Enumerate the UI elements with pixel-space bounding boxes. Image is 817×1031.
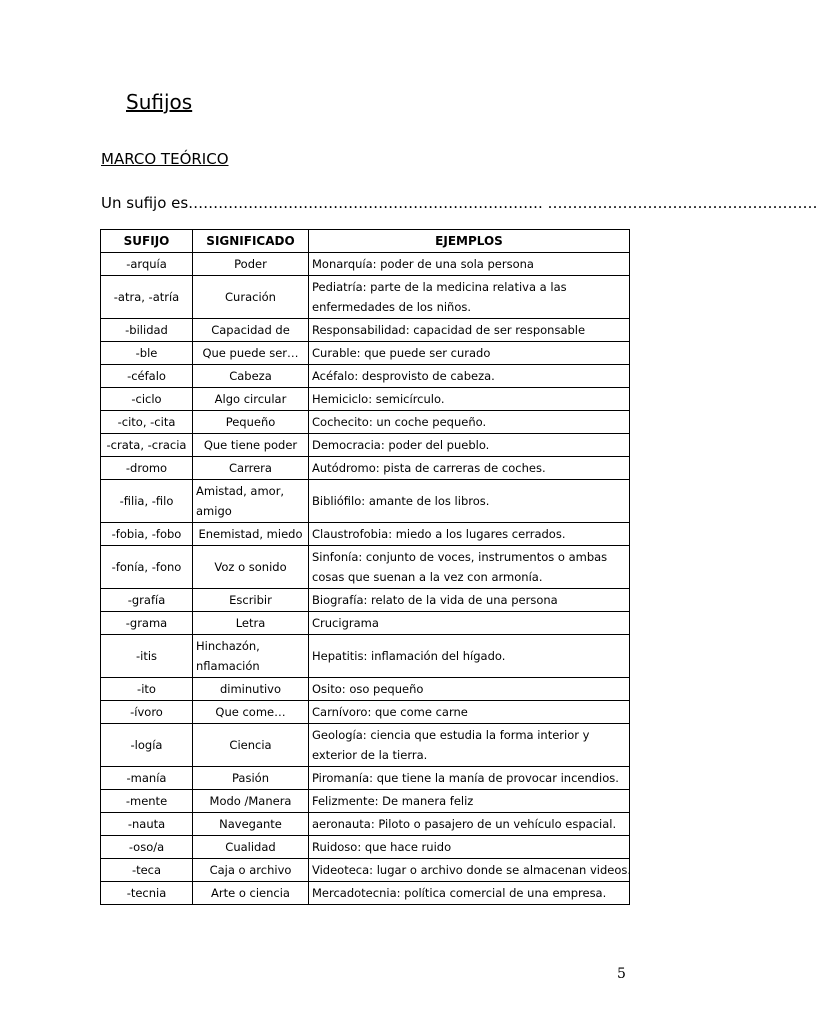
meaning-cell: Pasión (193, 767, 309, 790)
example-cell: Videoteca: lugar o archivo donde se almacenan videos. (309, 859, 630, 882)
meaning-cell: Navegante (193, 813, 309, 836)
meaning-cell: Carrera (193, 457, 309, 480)
table-row (101, 388, 630, 411)
suffix-cell: -tecnia (101, 882, 193, 905)
meaning-cell: Arte o ciencia (193, 882, 309, 905)
suffix-cell: -fonía, -fono (101, 546, 193, 589)
table-row (101, 523, 630, 546)
meaning-cell: Cualidad (193, 836, 309, 859)
example-cell: Monarquía: poder de una sola persona (309, 253, 630, 276)
example-cell: Osito: oso pequeño (309, 678, 630, 701)
suffix-cell: -ble (101, 342, 193, 365)
table-row (101, 276, 630, 319)
table-row (101, 678, 630, 701)
meaning-cell: Voz o sonido (193, 546, 309, 589)
example-cell: Bibliófilo: amante de los libros. (309, 480, 630, 523)
definition-line: Un sufijo es…………………………………………………………….. ……………………………………………… (101, 194, 817, 212)
meaning-cell: diminutivo (193, 678, 309, 701)
example-cell: Geología: ciencia que estudia la forma interior y exterior de la tierra. (309, 724, 630, 767)
table-row (101, 790, 630, 813)
example-cell: Curable: que puede ser curado (309, 342, 630, 365)
meaning-cell: Modo /Manera (193, 790, 309, 813)
meaning-cell: Escribir (193, 589, 309, 612)
meaning-cell: Que come… (193, 701, 309, 724)
table-row (101, 411, 630, 434)
table-row (101, 342, 630, 365)
page-title: Sufijos (126, 90, 193, 114)
example-cell: Sinfonía: conjunto de voces, instrumentos o ambas cosas que suenan a la vez con armonía. (309, 546, 630, 589)
table-row (101, 859, 630, 882)
suffix-cell: -crata, -cracia (101, 434, 193, 457)
suffix-cell: -atra, -atría (101, 276, 193, 319)
table-row (101, 546, 630, 589)
table-row (101, 612, 630, 635)
table-row (101, 434, 630, 457)
meaning-cell: Curación (193, 276, 309, 319)
suffix-cell: -ciclo (101, 388, 193, 411)
table-row (101, 882, 630, 905)
meaning-cell: Capacidad de (193, 319, 309, 342)
suffix-cell: -filia, -filo (101, 480, 193, 523)
meaning-cell: Pequeño (193, 411, 309, 434)
example-cell: Crucigrama (309, 612, 630, 635)
example-cell: Piromanía: que tiene la manía de provocar incendios. (309, 767, 630, 790)
example-cell: Hepatitis: inflamación del hígado. (309, 635, 630, 678)
example-cell: Responsabilidad: capacidad de ser responsable (309, 319, 630, 342)
example-cell: Acéfalo: desprovisto de cabeza. (309, 365, 630, 388)
table-row (101, 457, 630, 480)
example-cell: Biografía: relato de la vida de una persona (309, 589, 630, 612)
example-cell: Autódromo: pista de carreras de coches. (309, 457, 630, 480)
page-number: 5 (617, 966, 626, 982)
suffix-cell: -teca (101, 859, 193, 882)
header-ejemplos: EJEMPLOS (309, 230, 630, 253)
table-header-row (101, 230, 630, 253)
suffix-cell: -manía (101, 767, 193, 790)
table-row (101, 253, 630, 276)
example-cell: Ruidoso: que hace ruido (309, 836, 630, 859)
table-row (101, 836, 630, 859)
table-row (101, 813, 630, 836)
suffix-cell: -céfalo (101, 365, 193, 388)
meaning-cell: Que puede ser… (193, 342, 309, 365)
table-row (101, 635, 630, 678)
suffix-table (100, 229, 630, 905)
suffix-cell: -cito, -cita (101, 411, 193, 434)
table-row (101, 701, 630, 724)
table-row (101, 767, 630, 790)
suffix-cell: -bilidad (101, 319, 193, 342)
suffix-cell: -grama (101, 612, 193, 635)
meaning-cell: Cabeza (193, 365, 309, 388)
suffix-cell: -oso/a (101, 836, 193, 859)
example-cell: Claustrofobia: miedo a los lugares cerrados. (309, 523, 630, 546)
example-cell: Mercadotecnia: política comercial de una empresa. (309, 882, 630, 905)
suffix-cell: -ito (101, 678, 193, 701)
suffix-cell: -arquía (101, 253, 193, 276)
example-cell: Pediatría: parte de la medicina relativa a las enfermedades de los niños. (309, 276, 630, 319)
meaning-cell: Ciencia (193, 724, 309, 767)
meaning-cell: Amistad, amor, amigo (193, 480, 309, 523)
suffix-cell: -fobia, -fobo (101, 523, 193, 546)
example-cell: Carnívoro: que come carne (309, 701, 630, 724)
header-significado: SIGNIFICADO (193, 230, 309, 253)
example-cell: Democracia: poder del pueblo. (309, 434, 630, 457)
meaning-cell: Hinchazón, nflamación (193, 635, 309, 678)
meaning-cell: Enemistad, miedo (193, 523, 309, 546)
example-cell: Hemiciclo: semicírculo. (309, 388, 630, 411)
meaning-cell: Letra (193, 612, 309, 635)
meaning-cell: Algo circular (193, 388, 309, 411)
suffix-cell: -itis (101, 635, 193, 678)
meaning-cell: Que tiene poder (193, 434, 309, 457)
table-row (101, 365, 630, 388)
suffix-cell: -ívoro (101, 701, 193, 724)
table-body (101, 253, 630, 905)
meaning-cell: Poder (193, 253, 309, 276)
table-row (101, 480, 630, 523)
section-heading: MARCO TEÓRICO (101, 150, 229, 168)
example-cell: aeronauta: Piloto o pasajero de un vehículo espacial. (309, 813, 630, 836)
example-cell: Cochecito: un coche pequeño. (309, 411, 630, 434)
header-sufijo: SUFIJO (101, 230, 193, 253)
suffix-cell: -mente (101, 790, 193, 813)
table-row (101, 319, 630, 342)
meaning-cell: Caja o archivo (193, 859, 309, 882)
table-row (101, 724, 630, 767)
suffix-cell: -grafía (101, 589, 193, 612)
table-row (101, 589, 630, 612)
example-cell: Felizmente: De manera feliz (309, 790, 630, 813)
suffix-cell: -logía (101, 724, 193, 767)
suffix-cell: -nauta (101, 813, 193, 836)
suffix-cell: -dromo (101, 457, 193, 480)
